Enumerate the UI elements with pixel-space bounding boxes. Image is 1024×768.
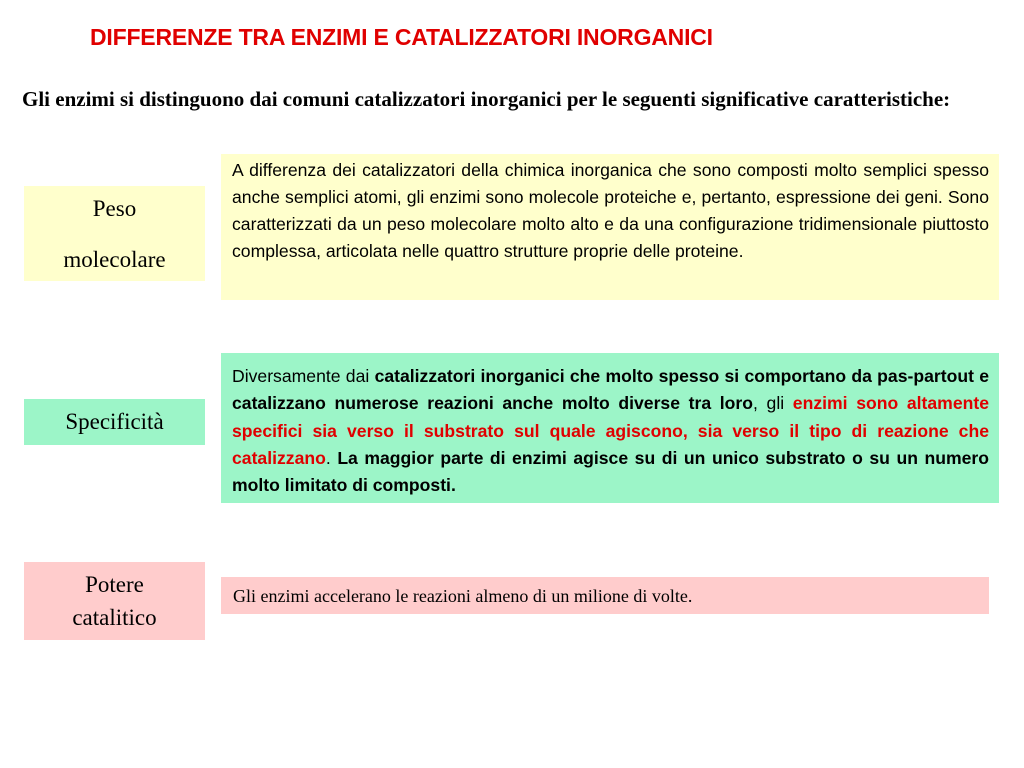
desc-peso-molecolare: A differenza dei catalizzatori della chimica inorganica che sono composti molto semplici spesso anche semplici atomi, gli enzimi sono molecole proteiche e, pertanto, espressione dei geni. Sono caratterizzati da un peso molecolare molto alto e da una configurazione tridimensionale piuttosto complessa, articolata nelle quattro strutture proprie delle proteine. <box>221 154 999 300</box>
spec-seg-3: , gli <box>753 393 793 414</box>
label-potere-catalitico <box>24 562 205 640</box>
label-peso-line2: molecolare <box>63 246 166 272</box>
spec-seg-4: enzimi sono altamente specifici sia verso il substrato sul quale agiscono, sia verso il tipo di reazione che catalizzano <box>232 393 989 468</box>
label-potere-line1: Potere <box>85 572 144 597</box>
label-peso-line1: Peso <box>92 195 137 221</box>
spec-seg-2: catalizzatori inorganici che molto spesso si comportano da pas-partout e catalizzano numerose reazioni anche molto diverse tra loro <box>232 366 990 414</box>
label-specificita <box>24 399 205 445</box>
spec-seg-5: . <box>325 447 338 468</box>
desc-potere-catalitico: Gli enzimi accelerano le reazioni almeno di un milione di volte. <box>221 577 989 614</box>
intro-text: Gli enzimi si distinguono dai comuni catalizzatori inorganici per le seguenti significative caratteristiche: <box>22 87 951 111</box>
label-specificita-text: Specificità <box>65 409 164 434</box>
label-potere-line2: catalitico <box>72 605 157 630</box>
label-peso-molecolare <box>24 186 205 281</box>
slide-title: DIFFERENZE TRA ENZIMI E CATALIZZATORI INORGANICI <box>90 24 713 50</box>
spec-seg-1: Diversamente dai <box>232 366 375 386</box>
desc-specificita <box>221 353 999 503</box>
spec-seg-6: La maggior parte di enzimi agisce su di un unico substrato o su un numero molto limitato di composti. <box>232 447 989 496</box>
